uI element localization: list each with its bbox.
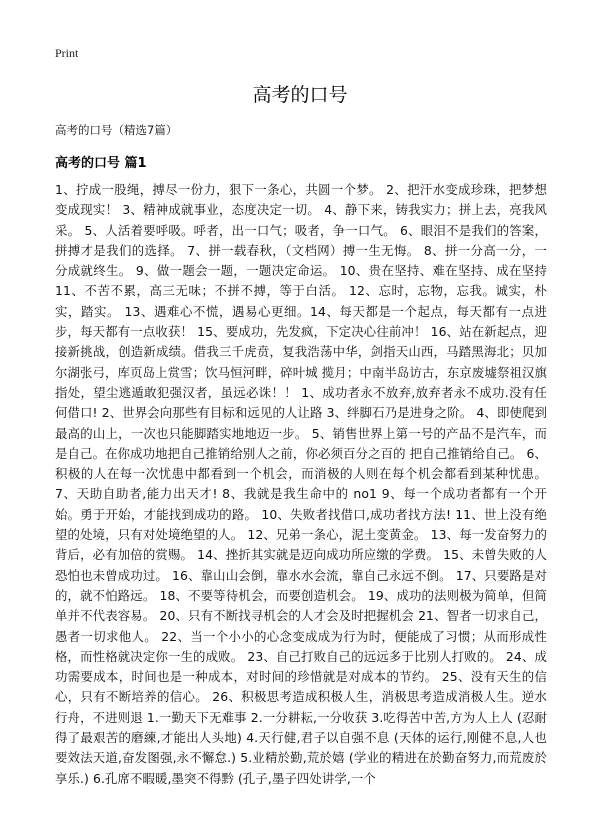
page-title: 高考的口号 — [252, 84, 348, 106]
print-link[interactable]: Print — [55, 46, 79, 60]
article-body: 1、拧成一股绳，搏尽一份力，狠下一条心，共圆一个梦。 2、把汗水变成珍珠，把梦想变成现实！ 3、精神成就事业，态度决定一切。 4、静下来，铸我实力；拼上去，亮我风采。 5、人活着要呼吸。呼者，出一口气；吸者，争一口气。 6、眼泪不是我们的答案，拼搏才是我们的选择。 7、拼一载春秋，（文档网）搏一生无悔。 8、拼一分高一分，一分成就终生。 9、做一题会一题，一题决定命运。 10、贵在坚持、难在坚持、成在坚持 11、不苦不累，高三无味；不拼不搏，等于白活。 12、忘时，忘物，忘我。诚实，朴实，踏实。 13、遇难心不慌，遇易心更细。14、每天都是一个起点，每天都有一点进步，每天都有一点收获！ 15、要成功，先发疯，下定决心往前冲！ 16、站在新起点，迎接新挑战，创造新成绩。借我三千虎贲，复我浩荡中华，剑指天山西，马踏黑海北；贝加尔湖张弓，库页岛上赏雪；饮马恒河畔，碎叶城 揽月；中南半岛访古，东京废墟祭祖汉旗指处，望尘逃遁敢犯强汉者，虽远必诛！！ 1、成功者永不放弃,放弃者永不成功.没有任何借口! 2、世界会向那些有目标和远见的人让路 3、绊脚石乃是进身之阶。 4、即使爬到最高的山上，一次也只能脚踏实地地迈一步。 5、销售世界上第一号的产品不是汽车，而是自己。在你成功地把自己推销给别人之前，你必须百分之百的 把自己推销给自己。 6、积极的人在每一次忧患中都看到一个机会，而消极的人则在每个机会都看到某种忧患。 7、天助自助者,能力出天才! 8、我就是我生命中的 no1 9、每一个成功者都有一个开始。勇于开始，才能找到成功的路。 10、失败者找借口,成功者找方法! 11、世上没有绝望的处境，只有对处境绝望的人。 12、兄弟一条心，泥土变黄金。 13、每一发奋努力的背后，必有加倍的赏赐。 14、挫折其实就是迈向成功所应缴的学费。 15、未曾失败的人恐怕也未曾成功过。 16、靠山山会倒，靠水水会流，靠自己永远不倒。 17、只要路是对的，就不怕路远。 18、不要等待机会，而要创造机会。 19、成功的法则极为简单，但简单并不代表容易。 20、只有不断找寻机会的人才会及时把握机会 21、智者一切求自己，愚者一切求他人。 22、当一个小小的心念变成成为行为时，便能成了习惯；从而形成性格，而性格就决定你一生的成败。 23、自己打败自己的远远多于比别人打败的。 24、成功需要成本，时间也是一种成本，对时间的珍惜就是对成本的节约。 25、没有天生的信心，只有不断培养的信心。 26、积极思考造成积极人生，消极思考造成消极人生。逆水行舟，不进则退 1.一勤天下无难事 2.一分耕耘,一分收获 3.吃得苦中苦,方为人上人 (忍耐得了最艰苦的磨練,才能出人头地) 4.天行健,君子以自强不息 (天体的运行,刚健不息,人也要效法天道,奋发图强,永不懈怠.) 5.业精於勤,荒於嬉 (学业的精进在於勤奋努力,而荒废於享乐.) 6.孔席不暇暖,墨突不得黔 (孔子,墨子四处讲学,一个 — [55, 182, 547, 786]
section-heading: 高考的口号 篇1 — [55, 156, 147, 171]
document-subtitle: 高考的口号（精选7篇） — [55, 123, 178, 137]
